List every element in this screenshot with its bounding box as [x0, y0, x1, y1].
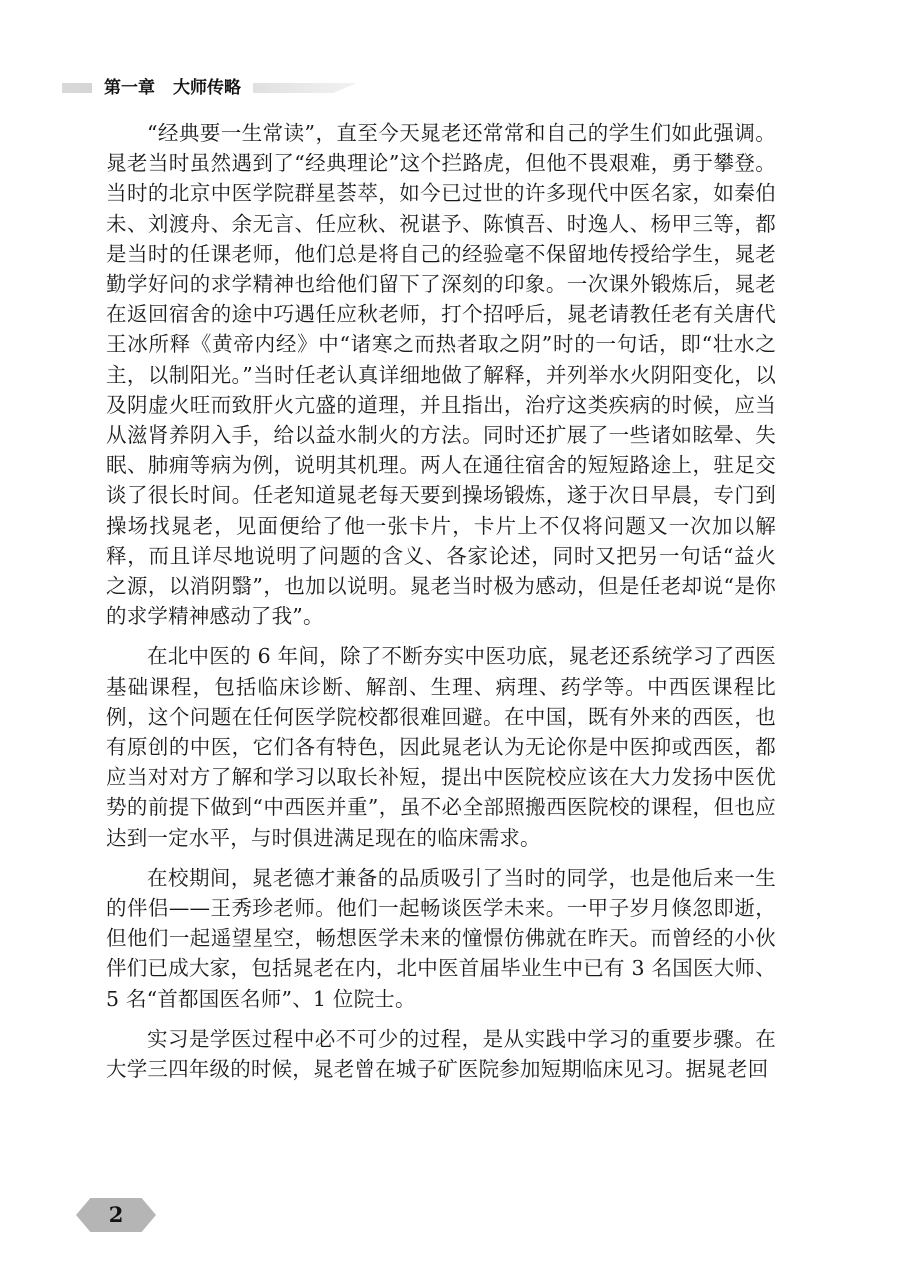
body-text	[106, 118, 776, 1084]
paragraph-3: 在校期间，晁老德才兼备的品质吸引了当时的同学，也是他后来一生的伴侣——王秀珍老师。他们一起畅谈医学未来。一甲子岁月倏忽即逝，但他们一起遥望星空，畅想医学未来的憧憬仿佛就在昨天。而曾经的小伙伴们已成大家，包括晁老在内，北中医首届毕业生中已有 3 名国医大师、5 名“首都国医名师”、1 位院士。	[106, 865, 776, 1011]
chapter-title: 大师传略	[173, 78, 241, 98]
page-number-badge	[76, 1198, 156, 1232]
header-text	[92, 78, 253, 98]
paragraph-1: “经典要一生常读”，直至今天晁老还常常和自己的学生们如此强调。晁老当时虽然遇到了“经典理论”这个拦路虎，但他不畏艰难，勇于攀登。当时的北京中医学院群星荟萃，如今已过世的许多现代中医名家，如秦伯未、刘渡舟、余无言、任应秋、祝谌予、陈慎吾、时逸人、杨甲三等，都是当时的任课老师，他们总是将自己的经验毫不保留地传授给学生，晁老勤学好问的求学精神也给他们留下了深刻的印象。一次课外锻炼后，晁老在返回宿舍的途中巧遇任应秋老师，打个招呼后，晁老请教任老有关唐代王冰所释《黄帝内经》中“诸寒之而热者取之阴”时的一句话，即“壮水之主，以制阳光。”当时任老认真详细地做了解释，并列举水火阴阳变化，以及阴虚火旺而致肝火亢盛的道理，并且指出，治疗这类疾病的时候，应当从滋肾养阴入手，给以益水制火的方法。同时还扩展了一些诸如眩晕、失眠、肺痈等病为例，说明其机理。两人在通往宿舍的短短路途上，驻足交谈了很长时间。任老知道晁老每天要到操场锻炼，遂于次日早晨，专门到操场找晁老，见面便给了他一张卡片，卡片上不仅将问题又一次加以解释，而且详尽地说明了问题的含义、各家论述，同时又把另一句话“益火之源，以消阴翳”，也加以说明。晁老当时极为感动，但是任老却说“是你的求学精神感动了我”。	[106, 121, 776, 629]
paragraph-4: 实习是学医过程中必不可少的过程，是从实践中学习的重要步骤。在大学三四年级的时候，晁老曾在城子矿医院参加短期临床见习。据晁老回	[106, 1026, 776, 1082]
running-header	[62, 79, 357, 99]
page-number: 2	[108, 1202, 124, 1227]
paragraph-2: 在北中医的 6 年间，除了不断夯实中医功底，晁老还系统学习了西医基础课程，包括临床诊断、解剖、生理、病理、药学等。中西医课程比例，这个问题在任何医学院校都很难回避。在中国，既有外来的西医，也有原创的中医，它们各有特色，因此晁老认为无论你是中医抑或西医，都应当对对方了解和学习以取长补短，提出中医院校应该在大力发扬中医优势的前提下做到“中西医并重”，虽不必全部照搬西医院校的课程，但也应达到一定水平，与时俱进满足现在的临床需求。	[106, 644, 776, 850]
chapter-label: 第一章	[104, 78, 155, 98]
